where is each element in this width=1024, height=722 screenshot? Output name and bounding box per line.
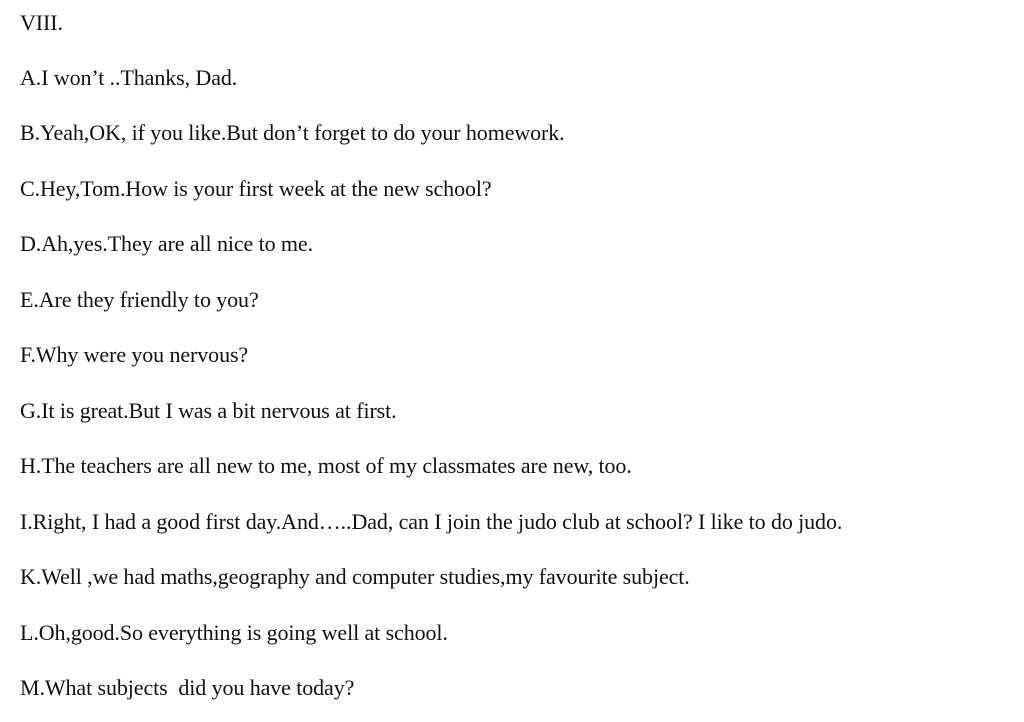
option-d: D.Ah,yes.They are all nice to me. — [20, 231, 313, 256]
option-b: B.Yeah,OK, if you like.But don’t forget to do your homework. — [20, 120, 565, 145]
option-e: E.Are they friendly to you? — [20, 287, 259, 312]
option-f: F.Why were you nervous? — [20, 342, 249, 367]
option-c: C.Hey,Tom.How is your first week at the new school? — [20, 176, 492, 201]
option-i: I.Right, I had a good first day.And…..Dad, can I join the judo club at school? I like to do judo. — [20, 509, 843, 534]
section-heading: VIII. — [20, 10, 63, 35]
option-k: K.Well ,we had maths,geography and computer studies,my favourite subject. — [20, 564, 690, 589]
option-l: L.Oh,good.So everything is going well at school. — [20, 620, 448, 645]
option-m: M.What subjects did you have today? — [20, 675, 355, 700]
option-g: G.It is great.But I was a bit nervous at first. — [20, 398, 397, 423]
option-a: A.I won’t ..Thanks, Dad. — [20, 65, 238, 90]
option-h: H.The teachers are all new to me, most of my classmates are new, too. — [20, 453, 632, 478]
